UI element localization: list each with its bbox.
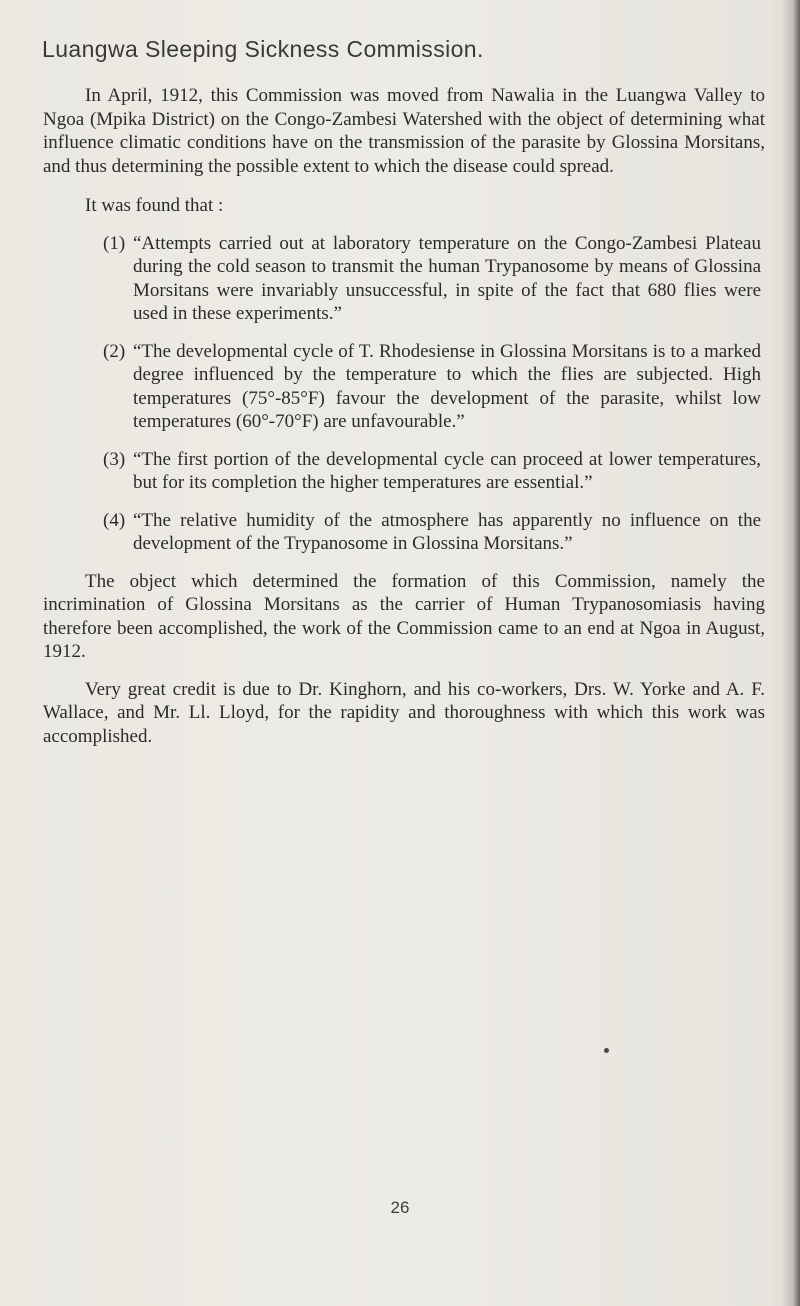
finding-text: “The first portion of the developmental cycle can proceed at lower temperatures, but for its completion the higher temperatures are essential.” bbox=[133, 448, 761, 493]
finding-item-4 bbox=[43, 509, 765, 556]
finding-number: (1) bbox=[103, 232, 126, 254]
finding-text: “The relative humidity of the atmosphere has apparently no influence on the development of the Trypanosome in Glossina Morsitans.” bbox=[133, 509, 761, 554]
finding-item-1 bbox=[43, 232, 765, 326]
credit-paragraph: Very great credit is due to Dr. Kinghorn, and his co-workers, Drs. W. Yorke and A. F. Wallace, and Mr. Ll. Lloyd, for the rapidity and thoroughness with which this work was accomplished. bbox=[43, 678, 765, 747]
conclusion-paragraph: The object which determined the formation of this Commission, namely the incrimination of Glossina Morsitans as the carrier of Human Trypanosomiasis having therefore been accomplished, the work of the Commission came to an end at Ngoa in August, 1912. bbox=[43, 570, 765, 662]
body-text bbox=[43, 84, 765, 748]
finding-number: (4) bbox=[103, 509, 126, 531]
intro-paragraph: In April, 1912, this Commission was moved from Nawalia in the Luangwa Valley to Ngoa (Mpika District) on the Congo-Zambesi Watershed with the object of determining what influence climatic conditions have on the transmission of the parasite by Glossina Morsitans, and thus determining the possible extent to which the disease could spread. bbox=[43, 85, 765, 177]
finding-number: (3) bbox=[103, 448, 126, 470]
ink-speck bbox=[604, 1048, 609, 1053]
finding-text: “Attempts carried out at laboratory temperature on the Congo-Zambesi Plateau during the cold season to transmit the human Trypanosome by means of Glossina Morsitans were invariably unsuccessful, in spite of the fact that 680 flies were used in these experiments.” bbox=[133, 232, 761, 324]
page-edge-shadow bbox=[782, 0, 800, 1306]
finding-text: “The developmental cycle of T. Rhodesiense in Glossina Morsitans is to a marked degree influenced by the temperature to which the flies are subjected. High temperatures (75°-85°F) favour the development of the parasite, whilst low temperatures (60°-70°F) are unfavourable.” bbox=[133, 340, 761, 432]
page-number: 26 bbox=[390, 1198, 410, 1217]
findings-intro: It was found that : bbox=[85, 195, 224, 216]
section-heading: Luangwa Sleeping Sickness Commission. bbox=[42, 36, 484, 62]
finding-item-2 bbox=[43, 340, 765, 434]
finding-number: (2) bbox=[103, 340, 126, 362]
finding-item-3 bbox=[43, 448, 765, 495]
